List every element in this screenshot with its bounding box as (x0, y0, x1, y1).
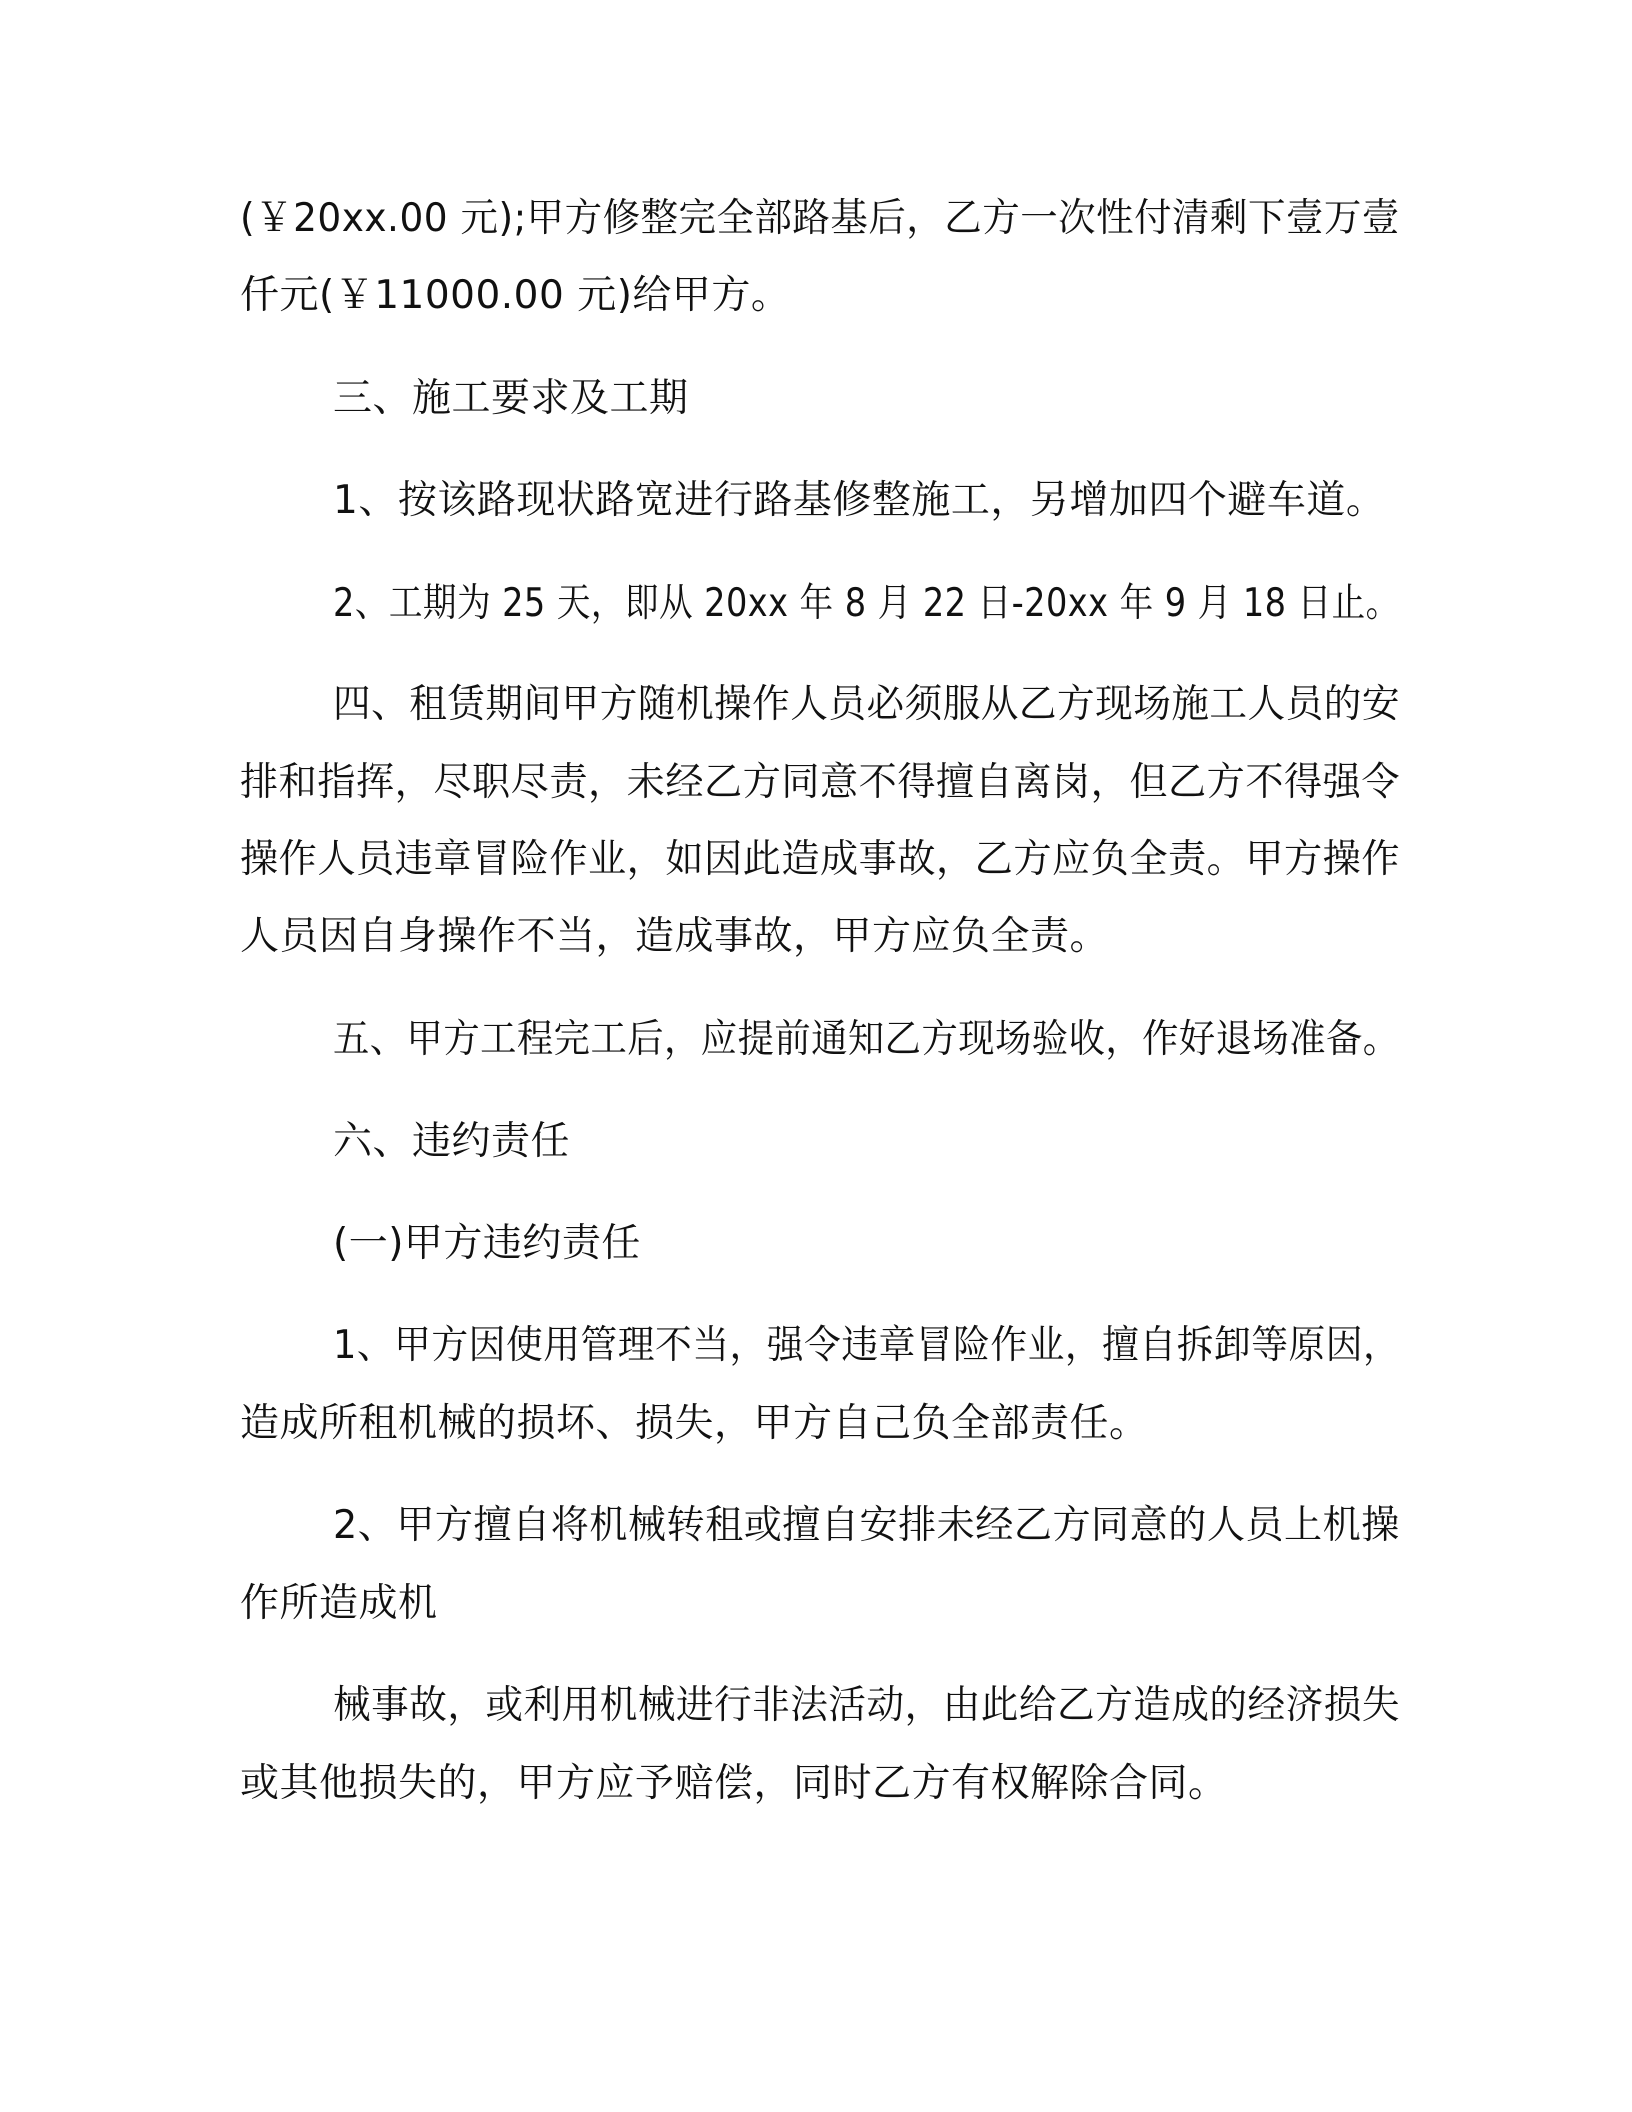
text-line: 或其他损失的，甲方应予赔偿，同时乙方有权解除合同。 (240, 1761, 1228, 1806)
section-heading: 三、施工要求及工期 (333, 376, 689, 421)
text-line: 作所造成机 (240, 1581, 438, 1626)
text-line: 五、甲方工程完工后，应提前通知乙方现场验收，作好退场准备。 (333, 1017, 1400, 1062)
text-line: 造成所租机械的损坏、损失，甲方自己负全部责任。 (240, 1401, 1149, 1446)
section-heading: 六、违约责任 (333, 1119, 571, 1164)
text-line: 械事故，或利用机械进行非法活动，由此给乙方造成的经济损失 (333, 1683, 1400, 1728)
text-line: (￥20xx.00 元);甲方修整完全部路基后，乙方一次性付清剩下壹万壹 (240, 196, 1400, 241)
text-line: 人员因自身操作不当，造成事故，甲方应负全责。 (240, 914, 1110, 959)
text-line: 1、按该路现状路宽进行路基修整施工，另增加四个避车道。 (333, 478, 1386, 523)
text-line: 操作人员违章冒险作业，如因此造成事故，乙方应负全责。甲方操作 (240, 837, 1401, 882)
text-line: 2、甲方擅自将机械转租或擅自安排未经乙方同意的人员上机操 (333, 1503, 1400, 1548)
text-line: 2、工期为 25 天，即从 20xx 年 8 月 22 日-20xx 年 9 月 18 日止。 (333, 581, 1400, 626)
text-line: 1、甲方因使用管理不当，强令违章冒险作业，擅自拆卸等原因， (333, 1323, 1401, 1368)
subsection-heading: (一)甲方违约责任 (333, 1221, 641, 1266)
text-line: 仟元(￥11000.00 元)给甲方。 (240, 273, 791, 318)
text-line: 排和指挥，尽职尽责，未经乙方同意不得擅自离岗，但乙方不得强令 (240, 760, 1401, 805)
text-line: 四、租赁期间甲方随机操作人员必须服从乙方现场施工人员的安 (333, 682, 1400, 727)
